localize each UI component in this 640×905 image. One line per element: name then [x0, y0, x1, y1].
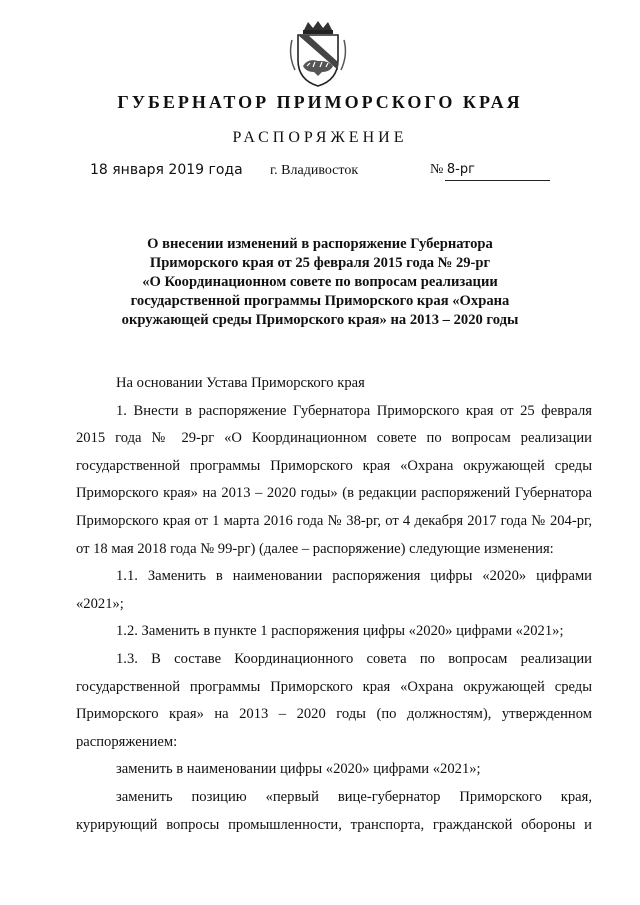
subitem-paragraph: заменить позицию «первый вице-губернатор Приморского края, курирующий вопросы промышленности, транспорта, гражданской обороны и [76, 788, 592, 833]
coat-of-arms-icon [286, 20, 350, 88]
item-1-paragraph: 1. Внести в распоряжение Губернатора Приморского края от 25 февраля 2015 года № 29-рг «О Координационном совете по вопросам реализации государственной программы Приморского края «Охрана окружающей среды Приморского края» на 2013 – 2020 годы» (в редакции распоряжений Губернатора Приморского края от 1 марта 2016 года № 38-рг, от 4 декабря 2017 года № 204-рг, от 18 мая 2018 года № 99-рг) (далее – распоряжение) следующие изменения: [76, 402, 592, 557]
document-body [76, 370, 592, 839]
number-value: 8-рг [446, 162, 475, 177]
document-number [430, 162, 475, 178]
number-sign: № [430, 162, 444, 177]
document-subject [100, 235, 540, 330]
subject-line: «О Координационном совете по вопросам реализации [142, 274, 498, 290]
subject-line: окружающей среды Приморского края» на 2013 – 2020 годы [121, 312, 519, 328]
document-date: 18 января 2019 года [90, 162, 243, 178]
issuer-title: ГУБЕРНАТОР ПРИМОРСКОГО КРАЯ [117, 92, 523, 112]
item-1-3-paragraph: 1.3. В составе Координационного совета по вопросам реализации государственной программы Приморского края «Охрана окружающей среды Приморского края» на 2013 – 2020 годы (по должностям), утвержденном распоряжением: [76, 650, 592, 750]
item-1-2-paragraph: 1.2. Заменить в пункте 1 распоряжения цифры «2020» цифрами «2021»; [116, 623, 564, 640]
document-type: РАСПОРЯЖЕНИЕ [232, 129, 408, 146]
number-underline [445, 180, 550, 181]
subject-line: О внесении изменений в распоряжение Губернатора [147, 236, 493, 252]
document-city: г. Владивосток [270, 163, 359, 178]
basis-paragraph: На основании Устава Приморского края [116, 375, 365, 391]
item-1-1-paragraph: 1.1. Заменить в наименовании распоряжения цифры «2020» цифрами «2021»; [76, 568, 592, 612]
subitem-paragraph: заменить в наименовании цифры «2020» цифрами «2021»; [116, 761, 481, 778]
subject-line: государственной программы Приморского края «Охрана [130, 293, 510, 309]
subject-line: Приморского края от 25 февраля 2015 года № 29-рг [149, 255, 491, 271]
